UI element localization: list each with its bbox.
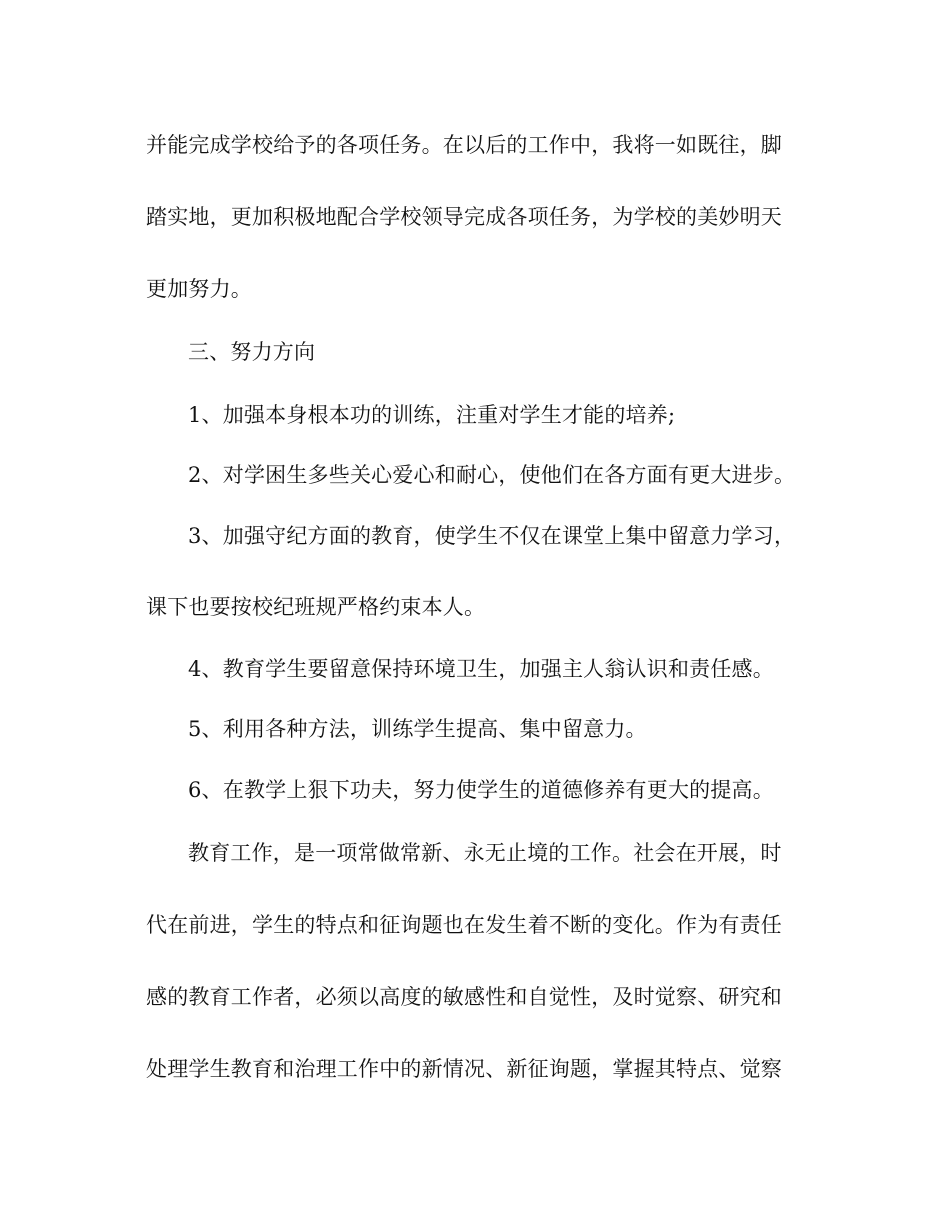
list-item-2: 2、对学困生多些关心爱心和耐心，使他们在各方面有更大进步。 (188, 463, 796, 487)
closing-paragraph-line-1: 教育工作，是一项常做常新、永无止境的工作。社会在开展，时 (188, 841, 782, 865)
list-item-3-line-2: 课下也要按校纪班规严格约束本人。 (146, 595, 486, 619)
section-heading: 三、努力方向 (188, 340, 316, 364)
list-item-3-line-1: 3、加强守纪方面的教育，使学生不仅在课堂上集中留意力学习， (188, 524, 796, 548)
paragraph-continuation-line-2: 踏实地，更加积极地配合学校领导完成各项任务，为学校的美妙明天 (146, 205, 782, 229)
closing-paragraph-line-3: 感的教育工作者，必须以高度的敏感性和自觉性，及时觉察、研究和 (146, 985, 782, 1009)
list-item-4: 4、教育学生要留意保持环境卫生，加强主人翁认识和责任感。 (188, 657, 774, 681)
paragraph-continuation-line-1: 并能完成学校给予的各项任务。在以后的工作中，我将一如既往，脚 (146, 133, 782, 157)
list-item-6: 6、在教学上狠下功夫，努力使学生的道德修养有更大的提高。 (188, 778, 774, 802)
paragraph-continuation-line-3: 更加努力。 (146, 277, 252, 301)
list-item-5: 5、利用各种方法，训练学生提高、集中留意力。 (188, 717, 647, 741)
closing-paragraph-line-2: 代在前进，学生的特点和征询题也在发生着不断的变化。作为有责任 (146, 913, 782, 937)
list-item-1: 1、加强本身根本功的训练，注重对学生才能的培养; (188, 403, 676, 427)
closing-paragraph-line-4: 处理学生教育和治理工作中的新情况、新征询题，掌握其特点、觉察 (146, 1057, 782, 1081)
